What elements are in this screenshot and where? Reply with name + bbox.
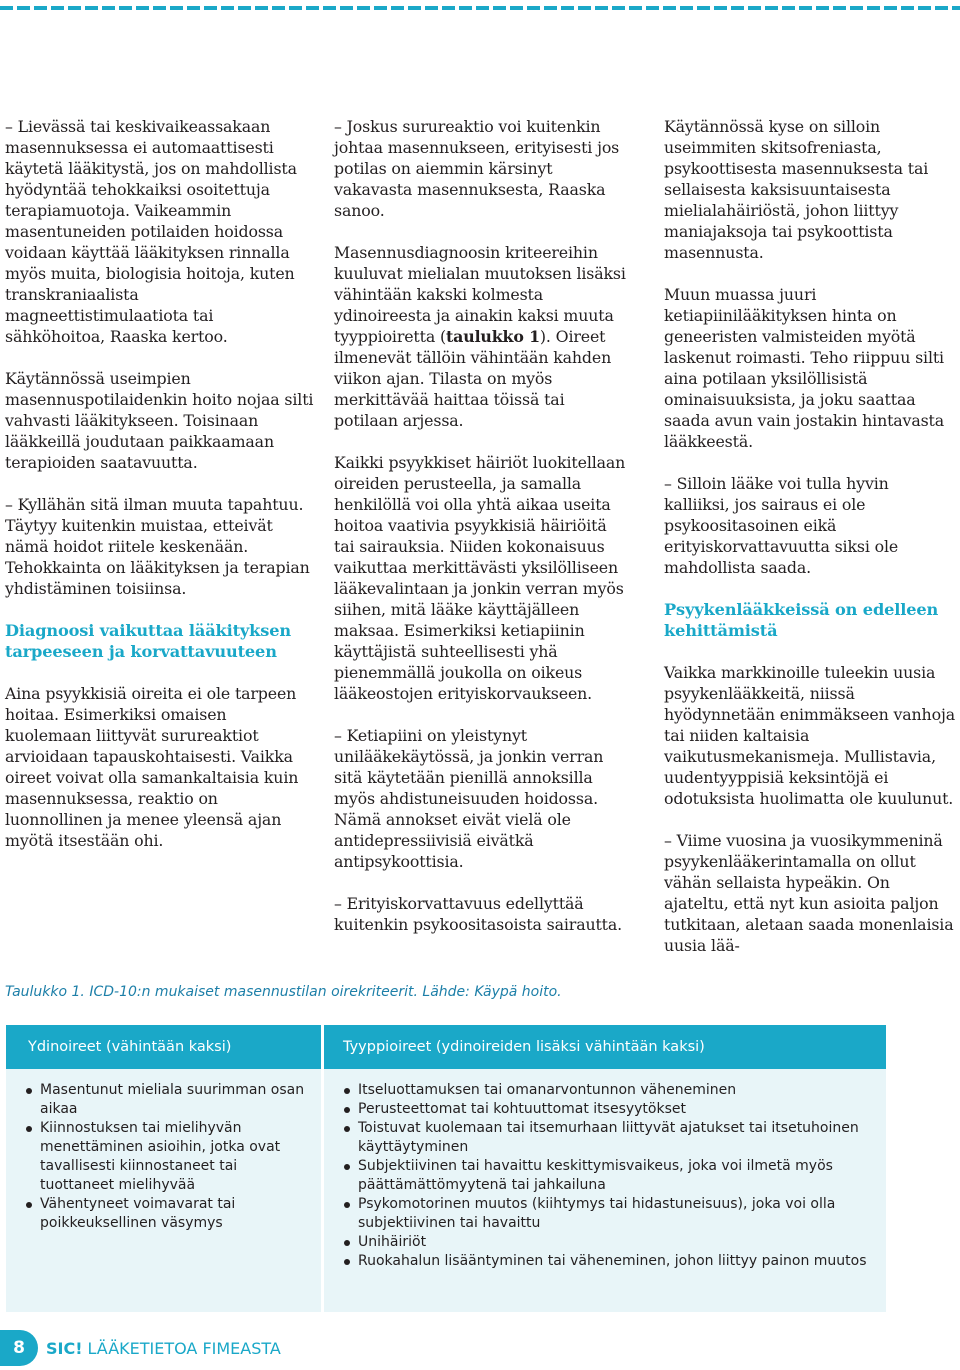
list-item: Toistuvat kuolemaan tai itsemurhaan liittyvät ajatukset tai itsetuhoinen käyttäytyminen: [344, 1119, 876, 1157]
table-header-row: [6, 1025, 886, 1069]
list-item: Itseluottamuksen tai omanarvontunnon väheneminen: [344, 1081, 876, 1100]
list-item: Masentunut mieliala suurimman osan aikaa: [26, 1081, 311, 1119]
paragraph-text: ). Oireet ilmenevät tällöin vähintään kahden viikon ajan. Tilasta on myös merkittävää haittaa töissä tai potilaan arjessa.: [334, 327, 612, 430]
section-heading: Diagnoosi vaikuttaa lääkityksen tarpeeseen ja korvattavuuteen: [5, 621, 291, 661]
paragraph-text: Masennusdiagnoosin kriteereihin kuuluvat mielialan muutoksen lisäksi vähintään kakski kolmesta ydinoireesta ja ainakin kaksi muuta tyyppioiretta (: [334, 243, 626, 346]
criteria-table: [6, 1025, 886, 1312]
table-header-core-symptoms: Ydinoireet (vähintään kaksi): [6, 1025, 324, 1069]
paragraph: – Lievässä tai keskivaikeassakaan masennuksessa ei automaattisesti käytetä lääkitystä, jos on mahdollista hyödyntää tehokkaiksi osoitettuja terapiamuotoja. Vaikeammin masentuneiden potilaiden hoidossa voidaan käyttää lääkityksen rinnalla myös muita, biologisia hoitoja, kuten transkraniaalista magneettistimulaatiota tai sähköhoitoa, Raaska kertoo.: [5, 117, 297, 346]
table-cell-core-symptoms: [6, 1069, 324, 1312]
paragraph: Kaikki psyykkiset häiriöt luokitellaan oireiden perusteella, ja samalla henkilöllä voi olla yhtä aikaa useita hoitoa vaativia psyykkisiä häiriöitä tai sairauksia. Niiden kokonaisuus vaikuttaa merkittävästi yksilölliseen lääkevalintaan ja jonkin verran myös siihen, mitä lääke käyttäjälleen maksaa. Esimerkiksi ketiapiinin käyttäjistä suhteellisesti yhä pienemmällä joukolla on oikeus lääkeostojen erityiskorvaukseen.: [334, 453, 626, 703]
paragraph: Käytännössä useimpien masennuspotilaidenkin hoito nojaa silti vahvasti lääkitykseen. Toisinaan lääkkeillä joudutaan paikkaamaan terapioiden saatavuutta.: [5, 369, 314, 472]
page-footer: [0, 1330, 281, 1366]
list-item: Subjektiivinen tai havaittu keskittymisvaikeus, joka voi ilmetä myös päättämättömyytenä tai jahkailuna: [344, 1157, 876, 1195]
brand-tagline: LÄÄKETIETOA FIMEASTA: [87, 1338, 281, 1358]
paragraph: – Ketiapiini on yleistynyt unilääkekäytössä, ja jonkin verran sitä käytetään pienillä annoksilla myös ahdistuneisuuden hoidossa. Nämä annokset eivät vielä ole antidepressiivisiä eivätkä antipsykoottisia.: [334, 726, 604, 871]
paragraph: Vaikka markkinoille tuleekin uusia psyykenlääkkeitä, niissä hyödynnetään enimmäkseen vanhoja tai niiden kaltaisia vaikutusmekanismeja. Mullistavia, uudentyyppisiä keksintöjä ei odotuksista huolimatta ole kuulunut.: [664, 663, 955, 808]
top-dashed-rule: [0, 6, 960, 10]
table-cell-type-symptoms: [324, 1069, 886, 1312]
table-caption: Taulukko 1. ICD-10:n mukaiset masennustilan oirekriteerit. Lähde: Käypä hoito.: [5, 984, 562, 1000]
list-item: Kiinnostuksen tai mielihyvän menettäminen asioihin, jotka ovat tavallisesti kiinnostaneet tai tuottaneet mielihyvää: [26, 1119, 311, 1195]
paragraph: Muun muassa juuri ketiapiinilääkityksen hinta on geneeristen valmisteiden myötä laskenut roimasti. Teho riippuu silti aina potilaan yksilöllisistä ominaisuuksista, ja joku saattaa saada avun vain jostakin hintavasta lääkkeestä.: [664, 285, 945, 451]
table-header-type-symptoms: Tyyppioireet (ydinoireiden lisäksi vähintään kaksi): [343, 1039, 705, 1055]
column-3: [664, 116, 956, 956]
paragraph: – Kyllähän sitä ilman muuta tapahtuu. Täytyy kuitenkin muistaa, etteivät nämä hoidot riitele keskenään. Tehokkainta on lääkityksen ja terapian yhdistäminen toisiinsa.: [5, 495, 310, 598]
paragraph: – Viime vuosina ja vuosikymmeninä psyykenlääkerintamalla on ollut vähän sellaista hypeäkin. On ajateltu, että nyt kun asioita paljon tutkitaan, aletaan saada monenlaisia uusia lää-: [664, 831, 954, 955]
table-reference: taulukko 1: [446, 327, 540, 346]
paragraph: [334, 242, 630, 431]
section-heading: Psyykenlääkkeissä on edelleen kehittämistä: [664, 600, 939, 640]
paragraph: – Silloin lääke voi tulla hyvin kalliiksi, jos sairaus ei ole psykoositasoinen eikä erityiskorvattavuutta siksi ole mahdollista saada.: [664, 474, 899, 577]
page-number: 8: [0, 1330, 38, 1366]
list-item: Unihäiriöt: [344, 1233, 876, 1252]
list-item: Vähentyneet voimavarat tai poikkeuksellinen väsymys: [26, 1195, 311, 1233]
table-body-row: [6, 1069, 886, 1312]
column-2: [334, 116, 630, 935]
list-item: Ruokahalun lisääntyminen tai väheneminen, johon liittyy painon muutos: [344, 1252, 876, 1271]
paragraph: Aina psyykkisiä oireita ei ole tarpeen hoitaa. Esimerkiksi omaisen kuolemaan liittyvät surureaktiot arvioidaan tapauskohtaisesti. Vaikka oireet voivat olla samankaltaisia kuin masennuksessa, reaktio on luonnollinen ja menee yleensä ajan myötä itsestään ohi.: [5, 684, 299, 850]
list-item: Psykomotorinen muutos (kiihtymys tai hidastuneisuus), joka voi olla subjektiivinen tai havaittu: [344, 1195, 876, 1233]
paragraph: Käytännössä kyse on silloin useimmiten skitsofreniasta, psykoottisesta masennuksesta tai sellaisesta kaksisuuntaisesta mielialahäiriöstä, johon liittyy maniajaksoja tai psykoottista masennusta.: [664, 117, 929, 262]
brand-name: SIC!: [46, 1338, 83, 1358]
list-item: Perusteettomat tai kohtuuttomat itsesyytökset: [344, 1100, 876, 1119]
paragraph: – Erityiskorvattavuus edellyttää kuitenkin psykoositasoista sairautta.: [334, 894, 623, 934]
column-1: [5, 116, 317, 851]
paragraph: – Joskus surureaktio voi kuitenkin johtaa masennukseen, erityisesti jos potilas on aiemmin kärsinyt vakavasta masennuksesta, Raaska sanoo.: [334, 117, 620, 220]
